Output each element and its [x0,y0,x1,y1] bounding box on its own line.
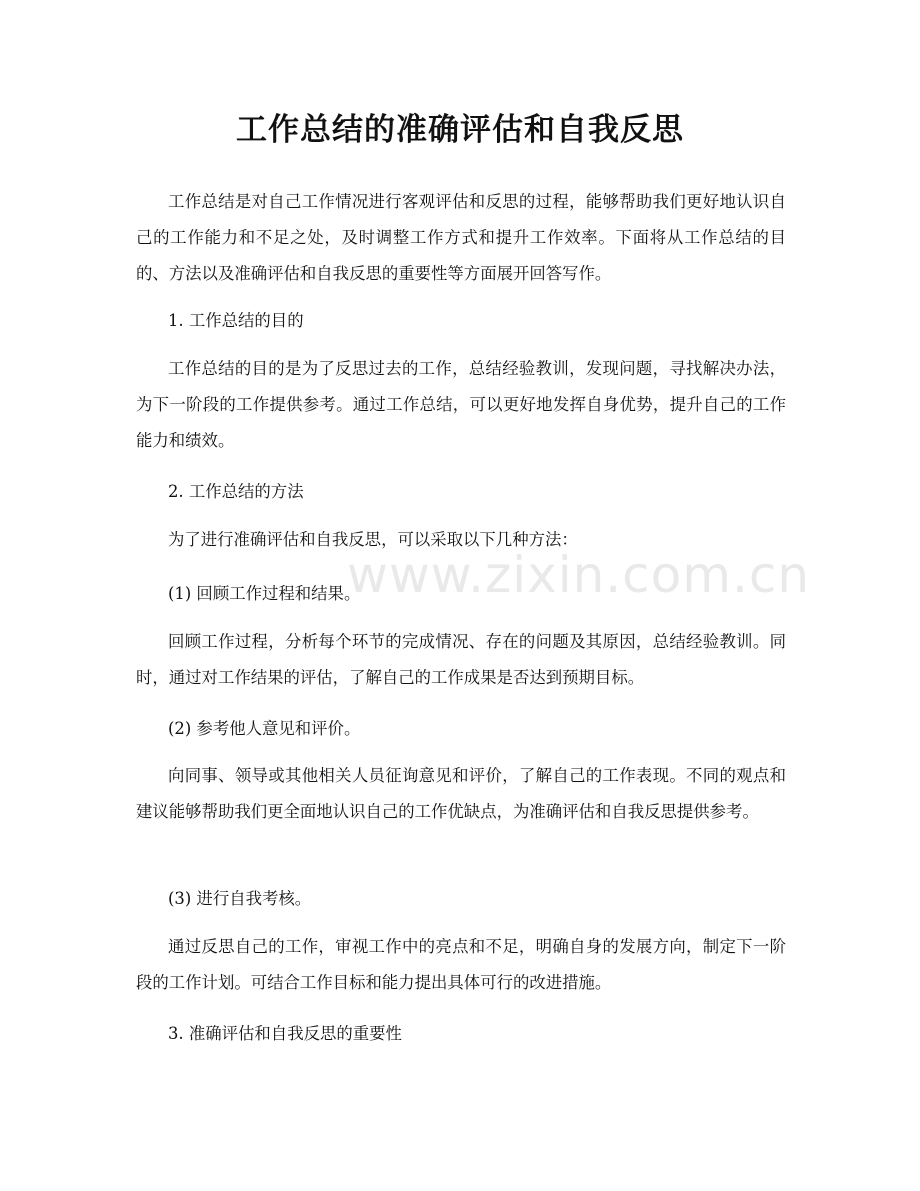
method-1-heading: (1) 回顾工作过程和结果。 [168,584,361,603]
section-1-paragraph: 工作总结的目的是为了反思过去的工作，总结经验教训，发现问题，寻找解决办法，为下一阶段的工作提供参考。通过工作总结，可以更好地发挥自身优势，提升自己的工作能力和绩效。 [136,359,786,450]
document-title: 工作总结的准确评估和自我反思 [236,112,684,148]
watermark-text: www.zixin.com.cn [347,546,811,604]
method-2-heading: (2) 参考他人意见和评价。 [168,719,361,738]
method-3-heading: (3) 进行自我考核。 [168,889,312,908]
section-2-lead: 为了进行准确评估和自我反思，可以采取以下几种方法： [168,530,578,549]
method-2-paragraph: 向同事、领导或其他相关人员征询意见和评价，了解自己的工作表现。不同的观点和建议能够帮助我们更全面地认识自己的工作优缺点，为准确评估和自我反思提供参考。 [136,766,786,821]
intro-paragraph: 工作总结是对自己工作情况进行客观评估和反思的过程，能够帮助我们更好地认识自己的工作能力和不足之处，及时调整工作方式和提升工作效率。下面将从工作总结的目的、方法以及准确评估和自我反思的重要性等方面展开回答写作。 [136,192,786,283]
method-1-paragraph: 回顾工作过程，分析每个环节的完成情况、存在的问题及其原因，总结经验教训。同时，通过对工作结果的评估，了解自己的工作成果是否达到预期目标。 [136,632,786,687]
method-3-paragraph: 通过反思自己的工作，审视工作中的亮点和不足，明确自身的发展方向，制定下一阶段的工作计划。可结合工作目标和能力提出具体可行的改进措施。 [136,937,786,992]
section-2-heading: 2. 工作总结的方法 [168,482,304,501]
section-1-heading: 1. 工作总结的目的 [168,311,304,330]
section-3-heading: 3. 准确评估和自我反思的重要性 [168,1024,402,1043]
